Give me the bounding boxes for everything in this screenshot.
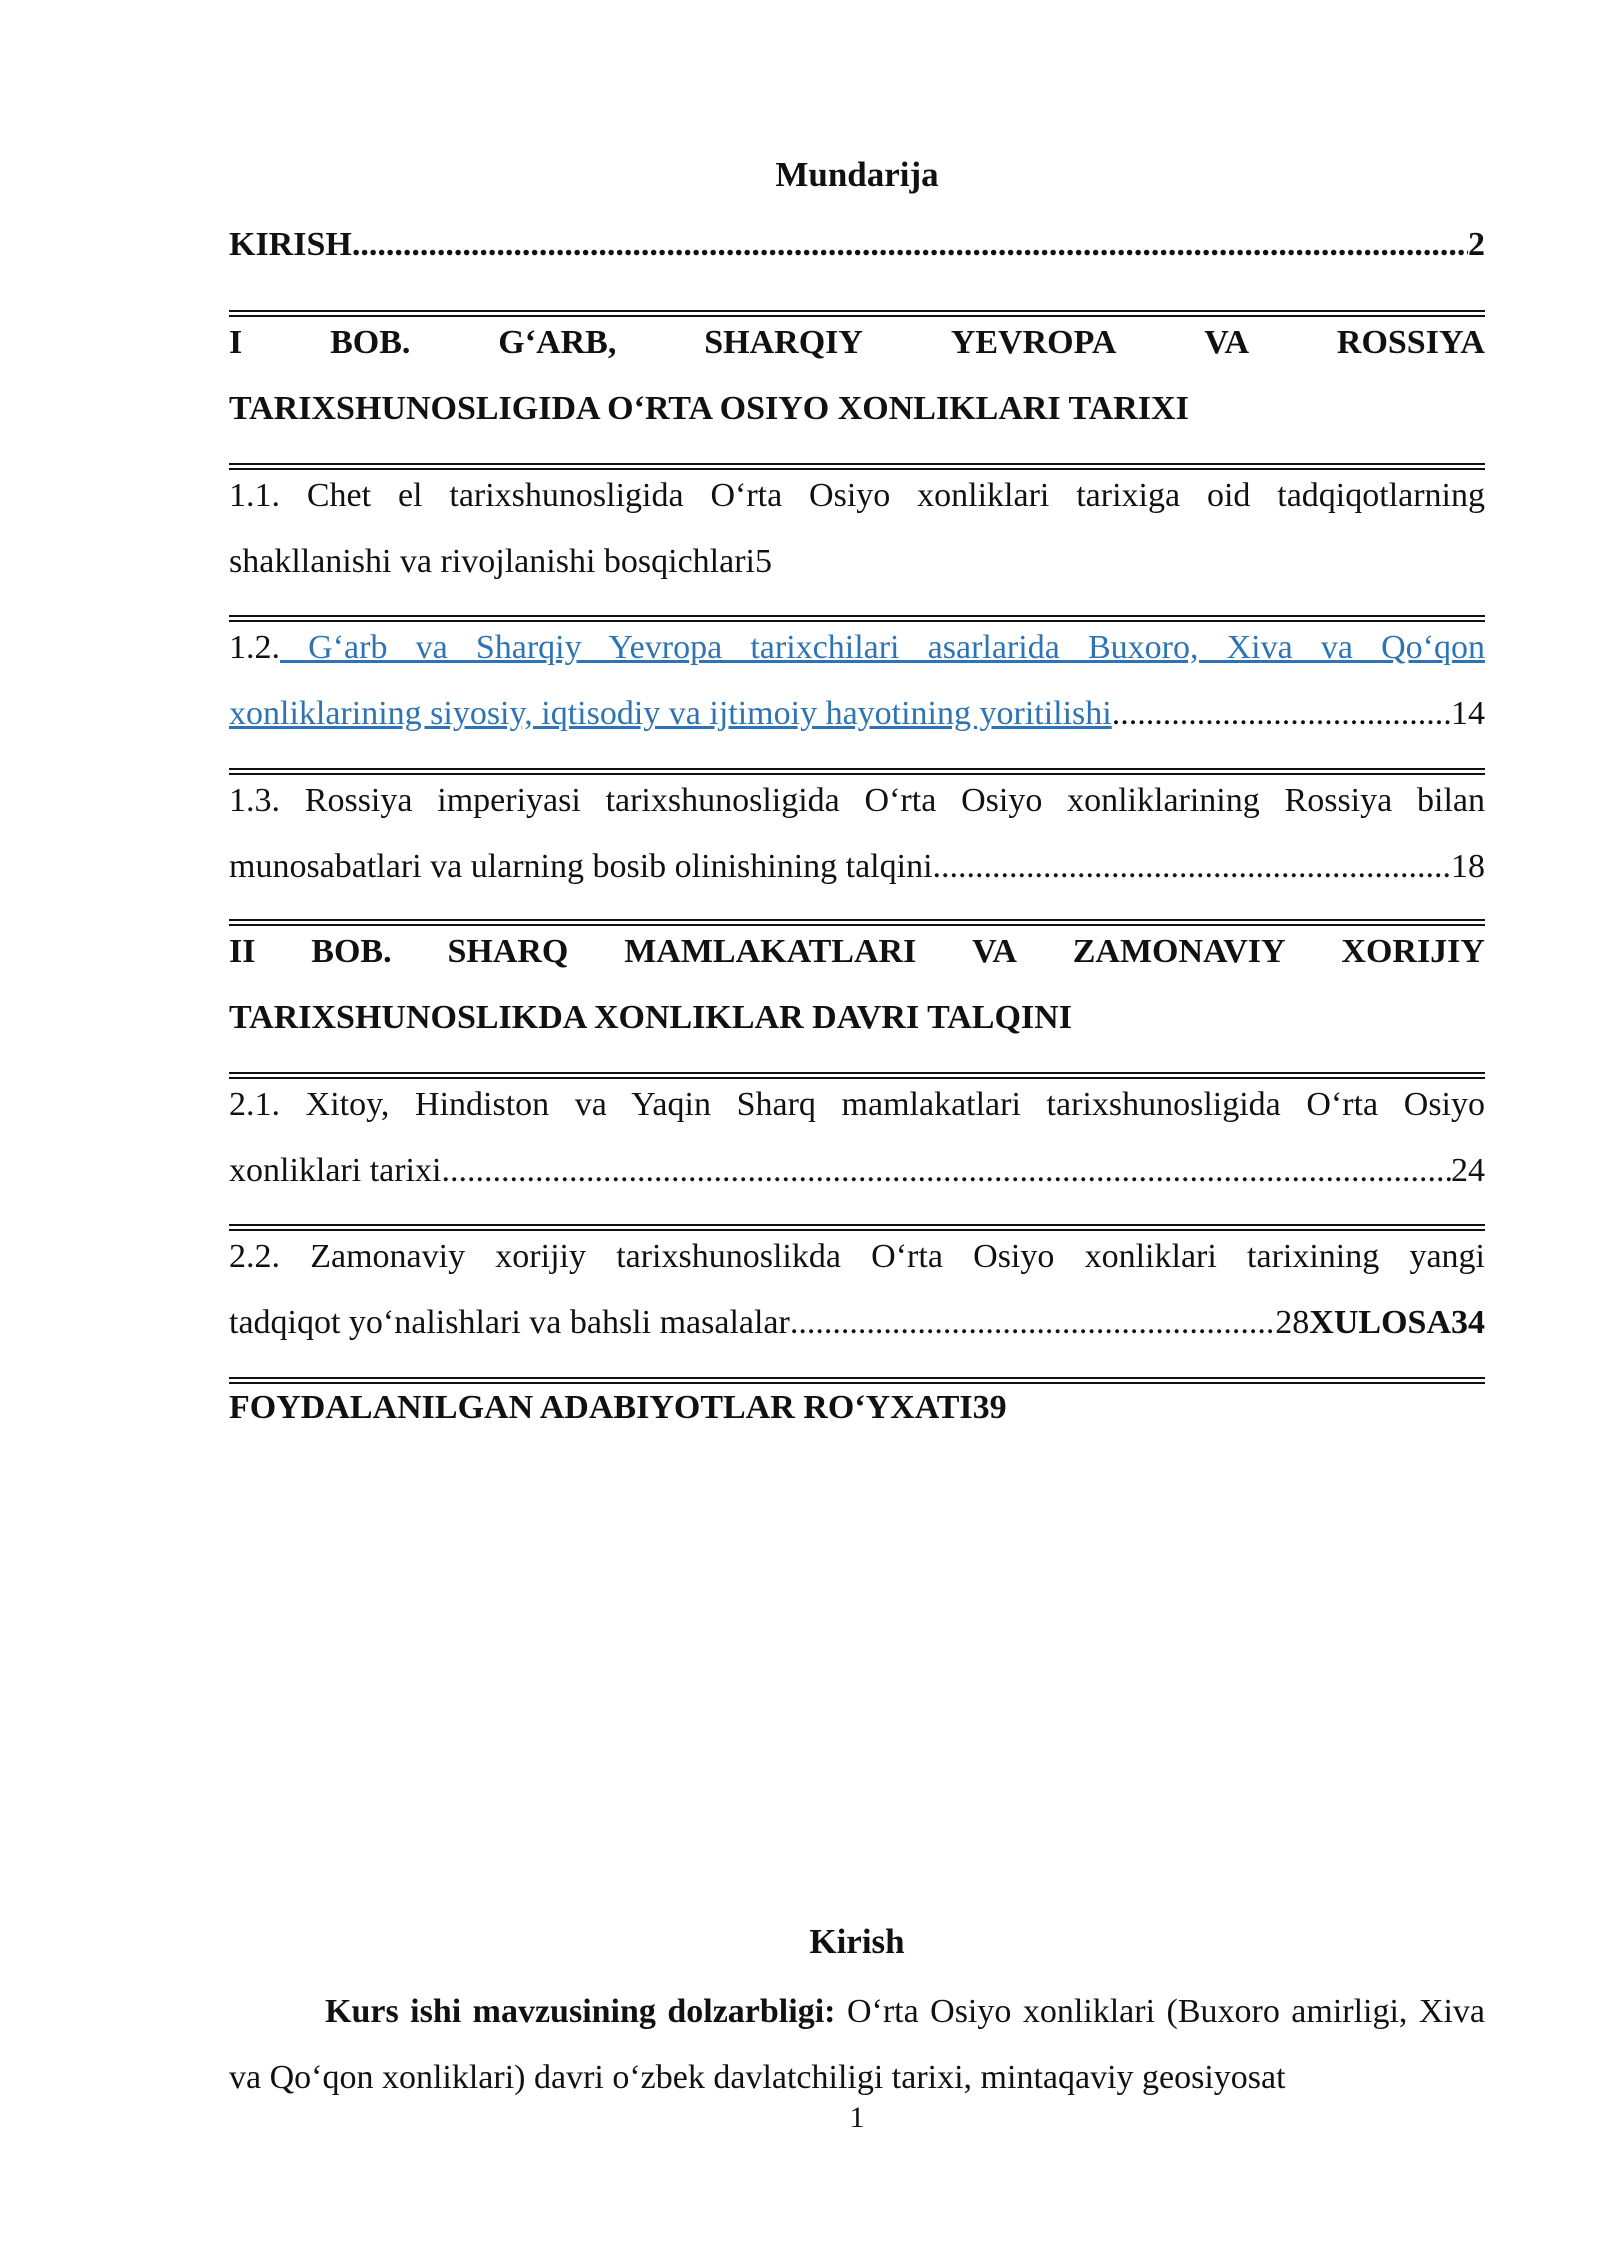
chapter-word: SHARQIY: [704, 324, 863, 361]
section-link-line-2[interactable]: xonliklarining siyosiy, iqtisodiy va ijtimoiy hayotining yoritilishi: [229, 695, 1112, 732]
section-text-line-1: 1.3. Rossiya imperiyasi tarixshunosligida O‘rta Osiyo xonliklarining Rossiya bilan: [229, 782, 1485, 819]
section-text-line-2: xonliklari tarixi: [229, 1152, 442, 1189]
leader-dots: [441, 1138, 1451, 1204]
toc-section-1-3[interactable]: [229, 768, 1485, 900]
leader-dots: [790, 1290, 1275, 1356]
toc-section-2-1[interactable]: [229, 1072, 1485, 1204]
chapter-word: ROSSIYA: [1336, 324, 1485, 361]
chapter-heading-line-2: TARIXSHUNOSLIKDA XONLIKLAR DAVRI TALQINI: [229, 999, 1072, 1036]
section-text-line-2: munosabatlari va ularning bosib olinishining talqini: [229, 848, 933, 885]
section-text-line-1: 2.1. Xitoy, Hindiston va Yaqin Sharq mamlakatlari tarixshunosligida O‘rta Osiyo: [229, 1086, 1485, 1123]
intro-title: Kirish: [809, 1922, 905, 1961]
intro-paragraph: [229, 1979, 1485, 2111]
toc-title: Mundarija: [775, 155, 939, 194]
section-link[interactable]: G‘arb va Sharqiy Yevropa tarixchilari asarlarida Buxoro, Xiva va Qo‘qon: [280, 629, 1485, 666]
chapter-heading-line-2: TARIXSHUNOSLIGIDA O‘RTA OSIYO XONLIKLARI TARIXI: [229, 390, 1189, 427]
chapter-word: SHARQ: [447, 933, 569, 970]
toc-entry-page: 5: [754, 543, 772, 580]
toc-entry-label: KIRISH: [229, 226, 352, 263]
chapter-heading-line: [229, 919, 1485, 985]
chapter-word: MAMLAKATLARI: [624, 933, 917, 970]
toc-entry-page: 2: [1468, 226, 1485, 263]
section-text-line-1: [229, 615, 1485, 681]
toc-chapter-1[interactable]: [229, 310, 1485, 442]
chapter-word: BOB.: [311, 933, 392, 970]
chapter-word: I: [229, 324, 243, 361]
toc-entry-page: 28: [1275, 1304, 1310, 1341]
toc-entry-page: 24: [1451, 1152, 1485, 1189]
chapter-word: XORIJIY: [1341, 933, 1485, 970]
chapter-heading-line: [229, 310, 1485, 376]
chapter-word: II: [229, 933, 256, 970]
leader-dots: [933, 834, 1451, 900]
toc-section-1-2[interactable]: [229, 615, 1485, 747]
leader-dots: [352, 212, 1468, 278]
leader-dots: [1112, 681, 1451, 747]
toc-entry-xulosa[interactable]: XULOSA34: [1309, 1304, 1485, 1341]
toc-entry-kirish[interactable]: [229, 212, 1485, 278]
intro-text: O‘rta Osiyo xonliklari (Buxoro amirligi, Xiva va Qo‘qon xonliklari) davri o‘zbek davlatchiligi tarixi, mintaqaviy geosiyosat: [229, 1993, 1485, 2096]
chapter-word: BOB.: [330, 324, 411, 361]
page-number: 1: [849, 2101, 865, 2134]
toc-entry-page: 14: [1451, 695, 1485, 732]
toc-section-2-2[interactable]: [229, 1224, 1485, 1356]
chapter-word: YEVROPA: [950, 324, 1117, 361]
toc-chapter-2[interactable]: [229, 919, 1485, 1051]
section-text-line-1: 1.1. Chet el tarixshunosligida O‘rta Osiyo xonliklari tarixiga oid tadqiqotlarning: [229, 477, 1485, 514]
toc-entry-references[interactable]: FOYDALANILGAN ADABIYOTLAR RO‘YXATI39: [229, 1389, 1007, 1426]
chapter-word: G‘ARB,: [498, 324, 617, 361]
section-text-line-2: shakllanishi va rivojlanishi bosqichlari: [229, 543, 755, 580]
section-number: 1.2.: [229, 629, 280, 666]
intro-lead: Kurs ishi mavzusining dolzarbligi:: [325, 1993, 836, 2030]
section-text-line-2: tadqiqot yo‘nalishlari va bahsli masalalar: [229, 1304, 790, 1341]
chapter-word: ZAMONAVIY: [1072, 933, 1286, 970]
section-text-line-1: 2.2. Zamonaviy xorijiy tarixshunoslikda O‘rta Osiyo xonliklari tarixining yangi: [229, 1238, 1485, 1275]
chapter-word: VA: [1204, 324, 1250, 361]
toc-section-1-1[interactable]: [229, 463, 1485, 595]
toc-entry-page: 18: [1451, 848, 1485, 885]
chapter-word: VA: [972, 933, 1017, 970]
